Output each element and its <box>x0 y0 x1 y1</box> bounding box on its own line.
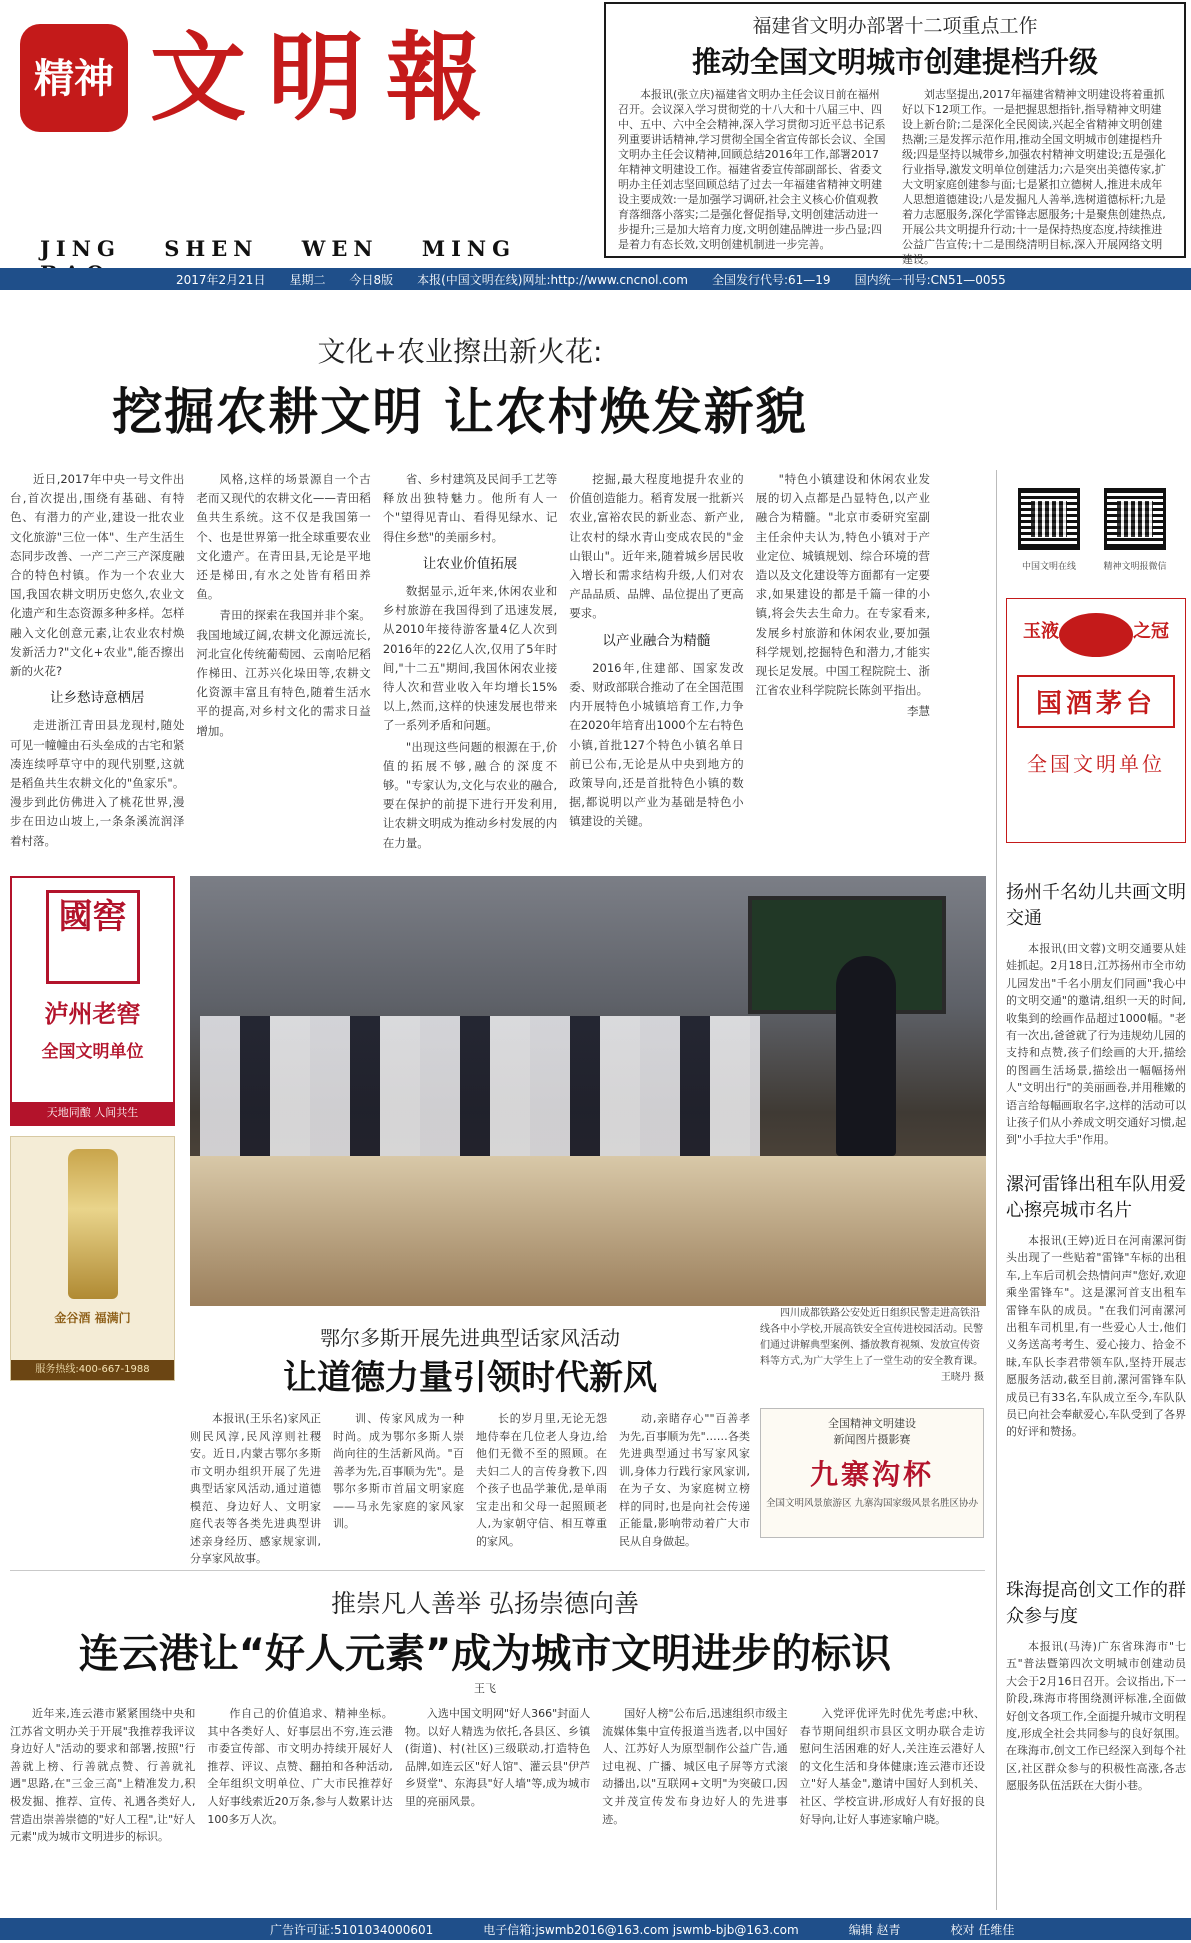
article-paragraph: 数据显示,近年来,休闲农业和乡村旅游在我国得到了迅速发展,从2010年接待游客量4亿人次到2016年的22亿人次,仅用了5年时间,"十二五"期间,我国休闲农业接待人次和营业收入年均增长15%以上,然而,这样的快速发展也带来了一系列矛盾和问题。 <box>382 584 558 733</box>
article-byline: 李慧 <box>907 704 931 719</box>
news-photo[interactable] <box>190 876 986 1306</box>
qr-codes <box>1006 488 1186 588</box>
story3-author: 王飞 <box>474 1682 496 1695</box>
article-column <box>619 1410 750 1548</box>
brief-story <box>1006 1172 1186 1602</box>
photo-caption-text: 四川成都铁路公安处近日组织民警走进高铁沿线各中小学校,开展高铁安全宣传进校园活动。民警们通过讲解典型案例、播放教育视频、发放宣传资料等方式,为广大学生上了一堂生动的安全教育课。 <box>760 1308 984 1367</box>
top-news-kicker: 福建省文明办部署十二项重点工作 <box>752 15 1038 37</box>
story2-body <box>190 1410 750 1565</box>
jiuzhai-advertisement[interactable] <box>760 1408 984 1538</box>
ad-strip: 天地同酿 人间共生 <box>12 1102 173 1124</box>
footer-email[interactable]: 电子信箱:jswmb2016@163.com jswmb-bjb@163.com <box>483 1922 799 1937</box>
ad-slogan-right: 之冠 <box>1133 621 1169 642</box>
guojiao-advertisement[interactable] <box>10 876 175 1126</box>
brief-text: 本报讯(王婷)近日在河南漯河街头出现了一些贴着"雷锋"车标的出租车,上车后司机会热情问声"您好,欢迎乘坐雷锋车"。这是漯河首支出租车雷锋车队的成员。"在我们河南漯河出租车司机里,有一些爱心人士,他们义务送高考考生、爱心接力、拾金不昧,车队长李君带领车队,坚持开展志愿服务活动,截至目前,漯河雷锋车队成员已有33名,车队成立至今,车队队员已向社会奉献爱心,车队受到了各界的好评和赞扬。 <box>1006 1234 1186 1439</box>
article-subheading: 让农业价值拓展 <box>422 555 518 572</box>
article-paragraph: 风格,这样的场景源自一个古老而又现代的农耕文化——青田稻鱼共生系统。这不仅是我国第一个、也是世界第一批全球重要农业文化遗产。在青田县,无论是平地还是梯田,有水之处皆有稻田养鱼。 <box>196 472 371 602</box>
article-paragraph: 省、乡村建筑及民间手工艺等释放出独特魅力。他所有人一个"望得见青山、看得见绿水、记得住乡愁"的美丽乡村。 <box>382 472 558 544</box>
ad-brand: 九寨沟杯 <box>809 1458 934 1491</box>
footer-editor: 编辑 赵青 <box>848 1922 901 1937</box>
issue-code: 全国发行代号:61—19 <box>711 272 831 287</box>
article-paragraph: 入选中国文明网"好人366"封面人物。以好人精选为依托,各县区、乡镇(街道)、村(社区)三级联动,打造特色品牌,如连云区"好人馆"、灌云县"伊芦乡贤堂"、东海县"好人墙"等,成为城市里的亮丽风景。 <box>404 1707 591 1808</box>
brief-title[interactable]: 漯河雷锋出租车队用爱心擦亮城市名片 <box>1006 1174 1186 1221</box>
section-divider <box>10 1570 985 1571</box>
top-news-headline[interactable]: 推动全国文明城市创建提档升级 <box>691 45 1098 79</box>
ad-line: 全国精神文明建设 <box>828 1417 916 1430</box>
article-column <box>800 1705 985 1910</box>
ad-unit: 全国文明单位 <box>41 1042 144 1062</box>
article-paragraph: 近日,2017年中央一号文件出台,首次提出,围绕有基础、有特色、有潜力的产业,建设一批农业文化旅游"三位一体"、生产生活生态同步改善、一产二产三产深度融合的特色村镇。作为一个农业大国,我国农耕文明历史悠久,农业文化遗产和生态资源多种多样。怎样融入文化创意元素,让农业农村焕发新活力?"文化+农业",能否擦出新的火花? <box>10 472 185 679</box>
students <box>200 1016 760 1166</box>
liquor-advertisement[interactable] <box>10 1136 175 1381</box>
ad-unit: 全国文明单位 <box>1027 752 1165 776</box>
article-column <box>602 1705 787 1910</box>
qr-caption: 中国文明在线 <box>1021 562 1076 572</box>
article-column <box>190 1410 321 1565</box>
article-column <box>383 470 557 870</box>
footer-proof: 校对 任维佳 <box>950 1922 1015 1937</box>
brief-story <box>1006 1578 1186 1908</box>
ad-line: 新闻图片摄影赛 <box>833 1433 911 1446</box>
article-paragraph: 动,亲睹存心""百善孝为先,百事顺为先"……各类先进典型通过书写家风家训,身体力行践行家风家训,在为子女、为家庭树立榜样的同时,也是向社会传递正能量,影响带动着广大市民从自身做起。 <box>619 1412 750 1548</box>
article-column <box>569 470 743 870</box>
masthead-seal <box>14 18 134 138</box>
article-column <box>405 1705 590 1910</box>
liquor-bottle-icon <box>68 1149 118 1299</box>
ad-line: 全国文明风景旅游区 九寨沟国家级风景名胜区协办 <box>765 1498 979 1509</box>
masthead-title: 文明報 <box>150 21 504 134</box>
brief-text: 本报讯(田文蓉)文明交通要从娃娃抓起。2月18日,江苏扬州市全市幼儿园发出"千名小朋友们同画"我心中的文明交通"的邀请,组织一天的时间,收集到的绘画作品超过1000幅。"老有一次出,爸爸就了行为违规幼儿园的支持和点赞,孩子们绘画的大开,描绘的图画生活场景,描绘出一幅幅扬州人"文明出行"的美丽画卷,并用稚嫩的语言给每幅画取名字,这样的活动可以让孩子们从小养成文明交通好习惯,起到"小手拉大手"作用。 <box>1006 942 1186 1147</box>
article-paragraph: 近年来,连云港市紧紧围绕中央和江苏省文明办关于开展"我推荐我评议身边好人"活动的要求和部署,按照"行善就上榜、行善就点赞、行善就礼遇"思路,在"三金三高"上精准发力,积极发掘、推荐、宣传、礼遇各类好人,营造出崇善崇德的"好人工程",让"好人元素"成为城市文明进步的标识。 <box>10 1707 196 1844</box>
ad-hotline: 服务热线:400-667-1988 <box>11 1360 174 1380</box>
story3-headline[interactable]: 连云港让“好人元素”成为城市文明进步的标识 <box>78 1631 892 1677</box>
column-divider <box>996 470 997 1910</box>
article-paragraph: 入党评优评先时优先考虑;中秋、春节期间组织市县区文明办联合走访慰问生活困难的好人,关注连云港好人的文化生活和身体健康;连云港市还设立"好人基金",邀请中国好人到机关、社区、学校宣讲,形成好人有好报的良好导向,让好人事迹家喻户晓。 <box>799 1707 986 1826</box>
pinyin-word: JING <box>40 236 121 261</box>
pinyin-word: MING <box>421 236 517 261</box>
article-column <box>756 470 930 870</box>
ad-slogan: 金谷酒 福满门 <box>54 1311 131 1325</box>
article-column <box>196 470 370 870</box>
article-subheading: 让乡愁诗意栖居 <box>49 690 145 707</box>
issue-info-bar <box>0 268 1191 290</box>
photo-caption <box>760 1306 984 1386</box>
pinyin-word: SHEN <box>164 236 259 261</box>
ad-seal: 國窖 <box>46 890 140 984</box>
police-officer <box>836 956 896 1156</box>
article-paragraph: 本报讯(王乐名)家风正则民风淳,民风淳则社稷安。近日,内蒙古鄂尔多斯市文明办组织开展了先进典型话家风活动,通过道德模范、身边好人、文明家庭代表等各类先进典型讲述亲身经历、感家规家训,分享家风故事。 <box>190 1412 321 1565</box>
article-paragraph: 走进浙江青田县龙现村,随处可见一幢幢由石头垒成的古宅和紧凑连续呼草守中的现代别墅,这就是稻鱼共生农耕文化的"鱼家乐"。漫步到此仿佛进入了桃花世界,漫步在田边山坡上,一条条溪流润泽着村落。 <box>10 718 185 848</box>
lead-kicker: 文化+农业擦出新火花: <box>317 335 603 368</box>
story2-kicker: 鄂尔多斯开展先进典型话家风活动 <box>320 1326 620 1350</box>
issue-weekday: 星期二 <box>289 272 326 287</box>
footer-bar <box>0 1918 1191 1940</box>
photo-credit: 王晓丹 摄 <box>940 1372 984 1383</box>
article-paragraph: 长的岁月里,无论无怨地侍奉在几位老人身边,给他们无微不至的照顾。在夫妇二人的言传身教下,四个孩子也品学兼优,是单雨宝走出和父母一起照顾老人,为家朝守信、相互尊重的家风。 <box>476 1412 607 1548</box>
issue-date: 2017年2月21日 <box>176 272 266 287</box>
qr-code-icon[interactable] <box>1104 488 1166 550</box>
ad-brand: 国酒茅台 <box>1017 675 1175 728</box>
story3-kicker: 推崇凡人善举 弘扬崇德向善 <box>331 1589 639 1618</box>
story3-body <box>10 1705 985 1910</box>
article-paragraph: 挖掘,最大程度地提升农业的价值创造能力。稻育发展一批新兴农业,富裕农民的新业态、新产业,让农村的绿水青山变成农民的"金山银山"。近年来,随着城乡居民收入增长和需求结构升级,人们对农产品品质、品牌、品位提出了更高要求。 <box>569 472 744 621</box>
article-column <box>207 1705 392 1910</box>
pinyin-word: WEN <box>301 236 379 261</box>
top-news-col-2: 刘志坚提出,2017年福建省精神文明建设将着重抓好以下12项工作。一是把握思想指针,指导精神文明建设上新台阶;二是深化全民阅读,兴起全省精神文明创建热潮;三是发挥示范作用,推动全国文明城市创建提档升级;四是坚持以城带乡,加强农村精神文明建设;五是强化行业指导,激发文明单位创建活力;六是突出美德传家,扩大文明家庭创建参与面;七是紧扣立德树人,推进未成年人思想道德建设;八是发掘凡人善举,选树道德标杆;九是着力志愿服务,深化学雷锋志愿服务;十是聚焦创建热点,开展公共文明提升行动;十一是保持热度态度,持续推进公益广告宣传;十二是围绕清明目标,深入开展网络文明建设。 <box>902 88 1166 266</box>
brief-text: 本报讯(马涛)广东省珠海市"七五"普法暨第四次文明城市创建动员大会于2月16日召开。会议指出,下一阶段,珠海市将围绕测评标准,全面做好创文各项工作,全面提升城市文明程度,形成全社会共同参与的良好氛围。在珠海市,创文工作已经深入到每个社区,社区群众参与的积极性高涨,各志愿服务队伍活跃在大街小巷。 <box>1006 1640 1186 1793</box>
article-paragraph: "特色小镇建设和休闲农业发展的切入点都是凸显特色,以产业融合为精髓。"北京市委研究室副主任余仲夫认为,特色小镇对于产业定位、城镇规划、综合环境的营造以及文化建设等方面都有一定要求,如果建设的都是千篇一律的小镇,将会失去生命力。在专家看来,发展乡村旅游和休闲农业,要加强科学规划,挖掘特色和潜力,才能实现长足发展。中国工程院院士、浙江省农业科学院院长陈剑平指出。 <box>755 472 931 698</box>
top-news-col-1: 本报讯(张立庆)福建省文明办主任会议日前在福州召开。会议深入学习贯彻党的十八大和十八届三中、四中、五中、六中全会精神,深入学习贯彻习近平总书记系列重要讲话精神,学习贯彻全国全省宣传部长会议、全国文明办主任会议精神,回顾总结2016年工作,部署2017年精神文明建设工作。福建省委宣传部副部长、省委文明办主任刘志坚回顾总结了过去一年福建省精神文明建设主要成效:一是加强学习调研,社会主义核心价值观教育落细落小落实;二是强化督促指导,文明创建活动进一步提升;三是加大培育力度,文明创建品牌进一步凸显;四是着力有态长效,文明创建机制进一步完善。 <box>618 88 886 251</box>
ad-brand: 泸州老窖 <box>44 999 141 1028</box>
footer-license: 广告许可证:5101034000601 <box>270 1922 434 1937</box>
article-column <box>10 470 184 870</box>
brief-story <box>1006 880 1186 1160</box>
website-link[interactable]: 本报(中国文明在线)网址:http://www.cncnol.com <box>417 272 688 287</box>
article-paragraph: 国好人榜"公布后,迅速组织市级主流媒体集中宣传报道当选者,以中国好人、江苏好人为原型制作公益广告,通过电视、广播、城区电子屏等方式滚动播出,以"互联网+文明"为突破口,因文并茂宣传发布身边好人的先进事迹。 <box>602 1707 788 1826</box>
qr-code-icon[interactable] <box>1018 488 1080 550</box>
top-news-box <box>604 2 1186 266</box>
maotai-advertisement[interactable] <box>1006 598 1186 843</box>
article-column <box>476 1410 607 1548</box>
article-paragraph: "出现这些问题的根源在于,价值的拓展不够,融合的深度不够。"专家认为,文化与农业的融合,要在保护的前提下进行开发利用,让农耕文明成为推动乡村发展的内在力量。 <box>382 739 558 850</box>
article-paragraph: 训、传家风成为一种时尚。成为鄂尔多斯人崇尚向往的生活新风尚。"百善孝为先,百事顺为先"。是鄂尔多斯市首届文明家庭——马永先家庭的家风家训。 <box>333 1412 464 1530</box>
article-column <box>333 1410 464 1540</box>
masthead-seal-text: 精神 <box>34 55 114 102</box>
ad-slogan-left: 玉液 <box>1023 621 1059 642</box>
issue-cn: 国内统一刊号:CN51—0055 <box>854 272 1006 287</box>
article-paragraph: 青田的探索在我国并非个案。我国地域辽阔,农耕文化源远流长,河北宣化传统葡萄园、云南哈尼稻作梯田、江苏兴化垛田等,农耕文化资源丰富且有特色,随着生活水平的提高,对乡村文化的需求日益增加。 <box>196 608 371 738</box>
issue-pages: 今日8版 <box>349 272 394 287</box>
article-paragraph: 作自己的价值追求、精神坐标。其中各类好人、好事层出不穷,连云港市委宣传部、市文明办持续开展好人推荐、评议、点赞、翻拍和各种活动,全年组织文明单位、广大市民推荐好人好事线索近20万条,参与人数累计达100多万人次。 <box>207 1707 393 1826</box>
article-subheading: 以产业融合为精髓 <box>602 632 711 649</box>
maotai-logo-icon <box>1059 613 1133 657</box>
article-paragraph: 2016年,住建部、国家发改委、财政部联合推动了在全国范围内开展特色小城镇培育工作,力争在2020年培育出1000个左右特色小镇,首批127个特色小镇名单日前已公布,无论是从中央到地方的政策导向,还是首批特色小镇的数据,都说明以产业为基础是特色小镇建设的关键。 <box>569 660 744 829</box>
brief-title[interactable]: 扬州千名幼儿共画文明交通 <box>1006 882 1186 929</box>
brief-title[interactable]: 珠海提高创文工作的群众参与度 <box>1006 1580 1186 1627</box>
article-column <box>10 1705 195 1910</box>
lead-headline[interactable]: 挖掘农耕文明 让农村焕发新貌 <box>112 383 808 441</box>
desks <box>190 1156 986 1306</box>
story2-headline[interactable]: 让道德力量引领时代新风 <box>283 1358 657 1398</box>
lead-article-body <box>10 470 930 870</box>
qr-caption: 精神文明报微信 <box>1103 562 1167 572</box>
